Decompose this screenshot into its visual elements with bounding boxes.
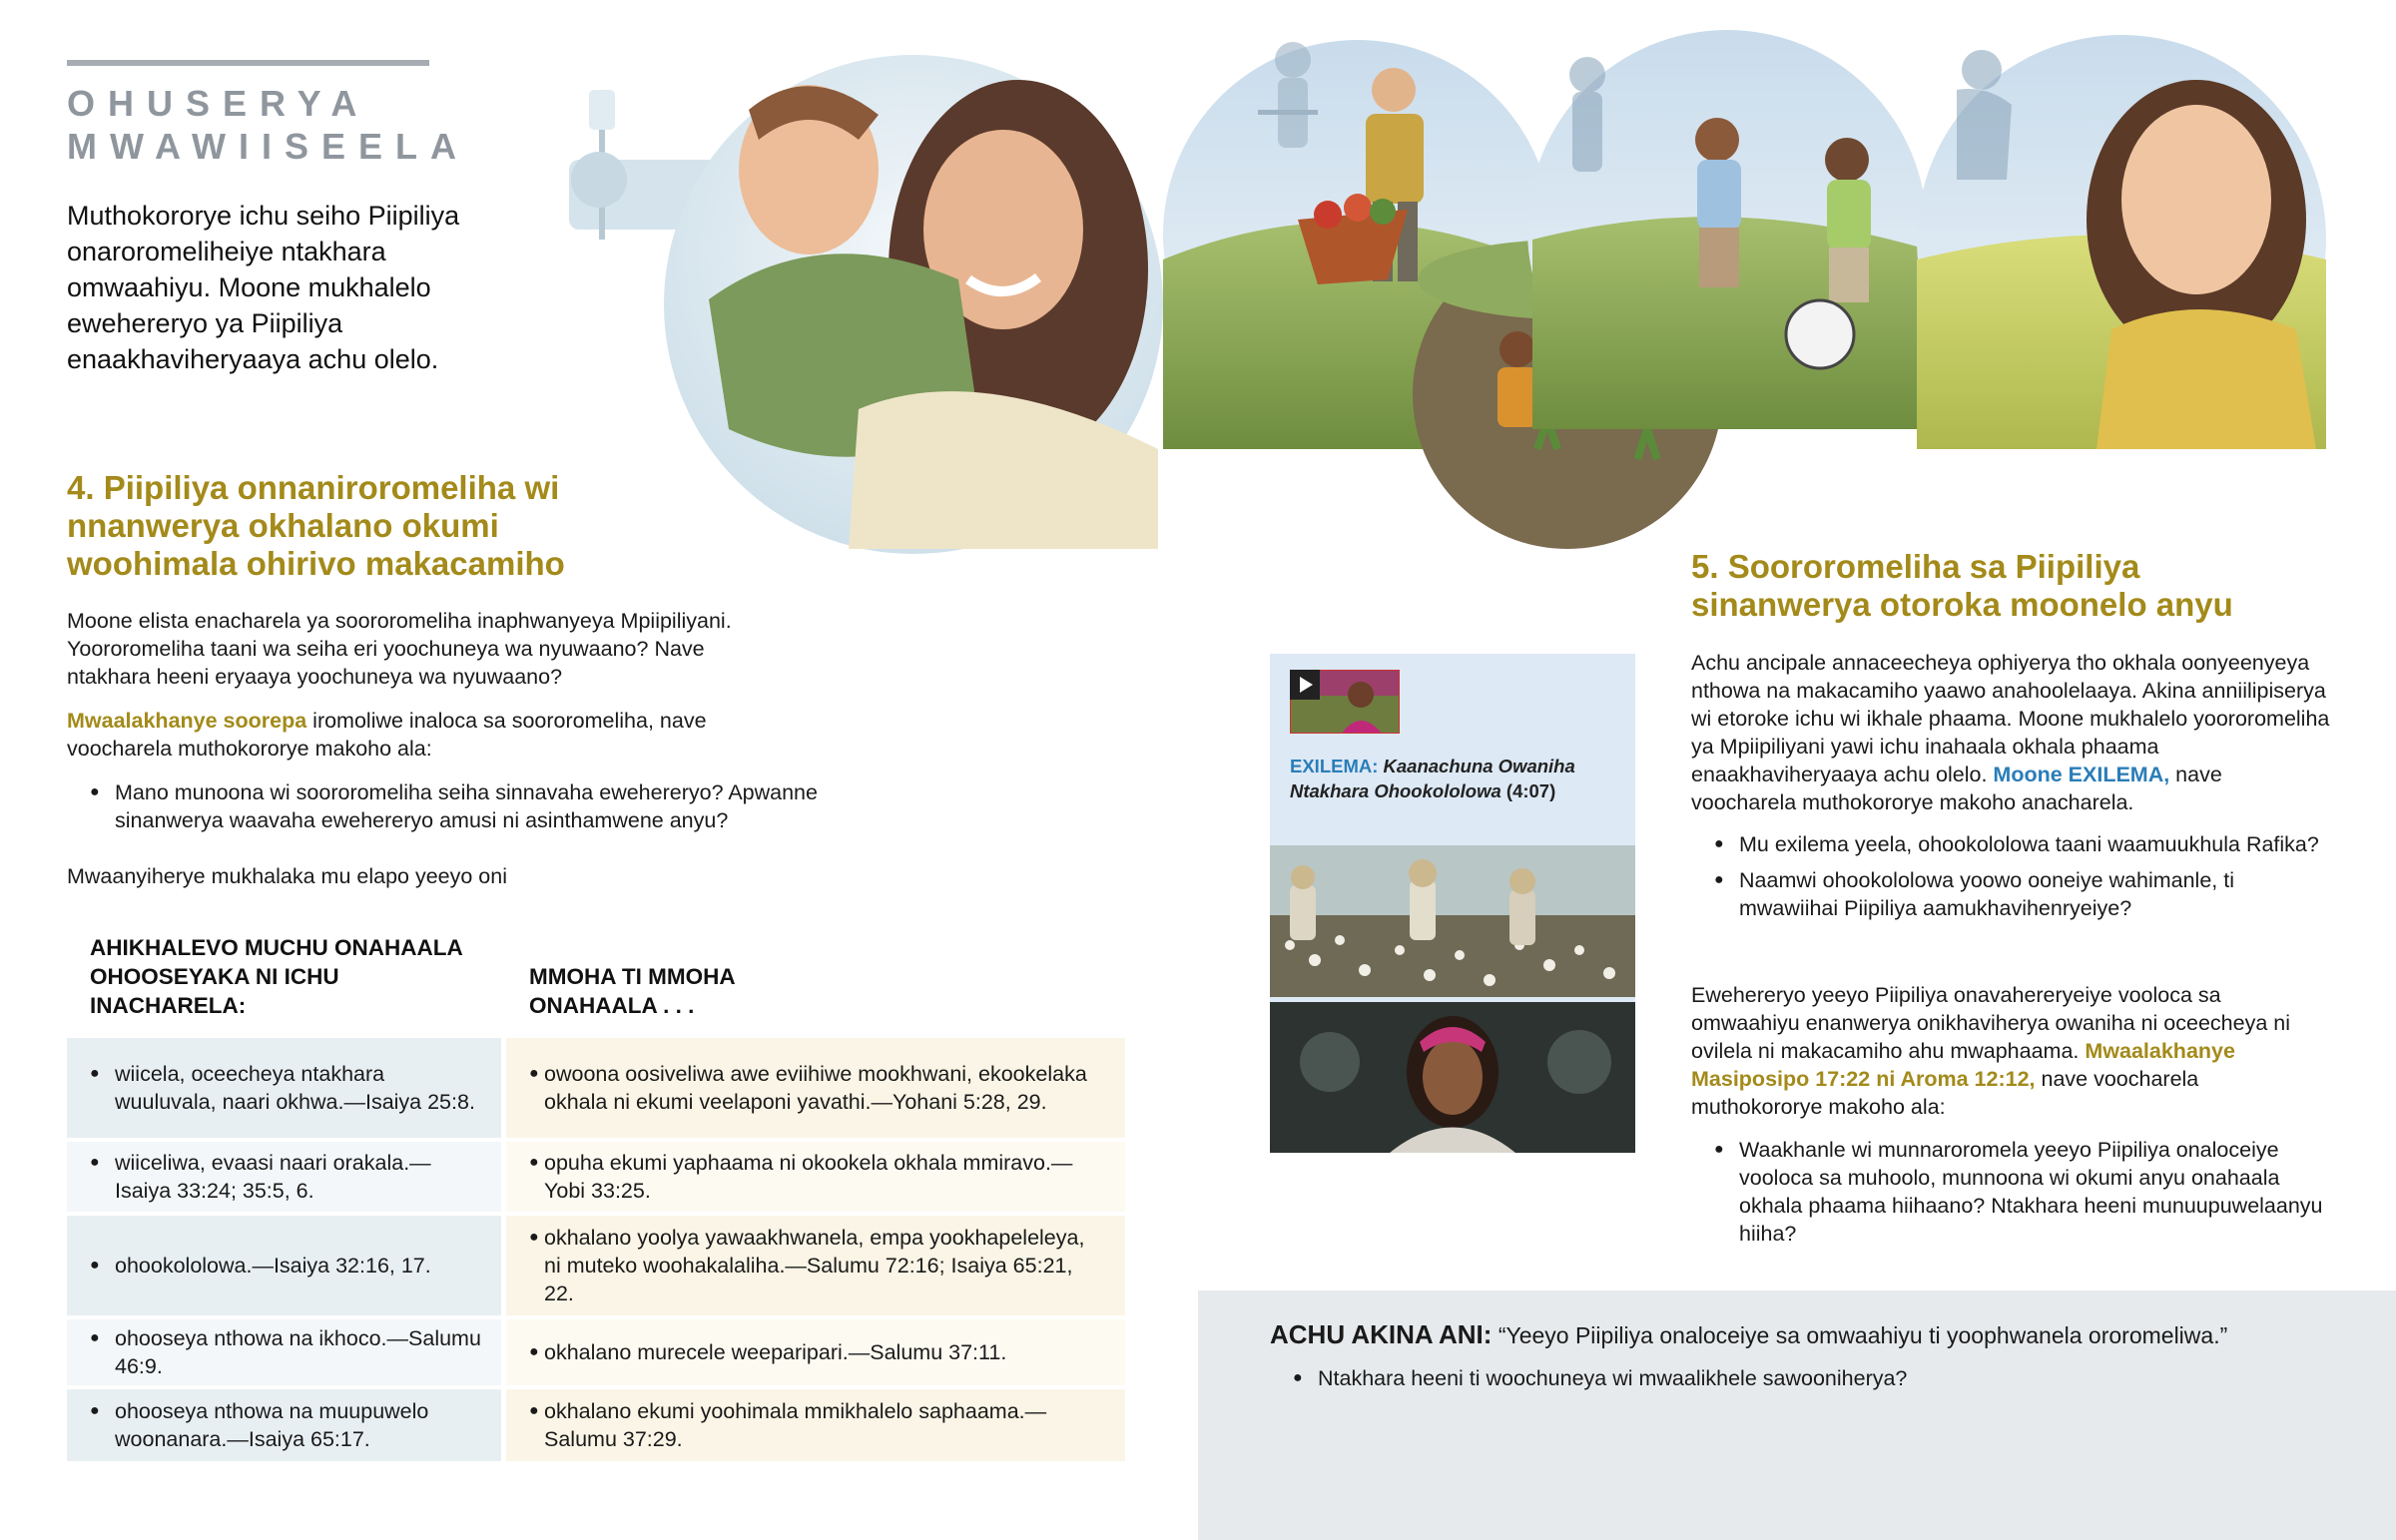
table-row xyxy=(67,1319,1125,1385)
table-cell-right-text: ● okhalano ekumi yoohimala mmikhalelo saphaama.—Salumu 37:29. xyxy=(506,1397,1107,1453)
table-cell-left xyxy=(67,1389,501,1461)
table-cell-right xyxy=(506,1216,1125,1315)
section-5-paragraph-2-text: Ewehereryo yeeyo Piipiliya onavahereryeiye vooloca sa omwaahiyu enanwerya onikhaviherya owaniha ni oceecheya ni ovilela ni makacamiho ahu mwaphaama. xyxy=(1691,983,2290,1063)
video-label: EXILEMA: xyxy=(1290,756,1379,776)
kicker-title xyxy=(67,82,486,168)
section-4-paragraph-2 xyxy=(67,707,786,763)
illustration-banner xyxy=(559,30,2336,559)
intro-paragraph: Muthokororye ichu seiho Piipiliya onaroromeliheiye ntakhara omwaahiyu. Moone mukhalelo ewehereryo ya Piipiliya enaakhaviheryaaya achu olelo. xyxy=(67,201,460,374)
video-box[interactable] xyxy=(1270,654,1635,1153)
table-cell-right-text: ● okhalano yoolya yawaakhwanela, empa yookhapeleleya, ni muteko woohakalaliha.—Salumu 72:16; Isaiya 65:21, 22. xyxy=(506,1224,1107,1307)
footer-quote: “Yeeyo Piipiliya onaloceiye sa omwaahiyu ti yoophwanela ororomeliwa.” xyxy=(1498,1322,2228,1348)
table-row xyxy=(67,1038,1125,1138)
table-cell-left-text: ● ohooseya nthowa na muupuwelo woonanara.—Isaiya 65:17. xyxy=(67,1397,483,1453)
kicker-line-1: OHUSERYA xyxy=(67,83,370,124)
table-cell-right xyxy=(506,1319,1125,1385)
table-cell-left-text: ● wiicela, oceecheya ntakhara wuuluvala, naari okhwa.—Isaiya 25:8. xyxy=(67,1060,483,1116)
section-5-paragraph-1-text: Achu ancipale annaceecheya ophiyerya tho okhala oonyeenyeya nthowa na makacamiho yaawo anahoolelaaya. Akina anniilipiserya wi etoroke ichu wi ikhale phaama. Moone mukhalelo yoororomeliha ya Mpiipiliyani yawi ichu inahaala okhala phaama enaakhaviheryaaya achu olelo. xyxy=(1691,651,2330,786)
scripture-link[interactable]: Mwaalakhanye soorepa xyxy=(67,709,307,733)
section-5-question-list-2 xyxy=(1691,1136,2330,1248)
section-5-paragraph-1-end: nave voocharela muthokororye makoho anacharela. xyxy=(1691,763,2222,814)
kicker-rule xyxy=(67,60,429,66)
section-4-paragraph-1: Moone elista enacharela ya soororomeliha inaphwanyeya Mpiipiliyani. Yoororomeliha taani wa seiha eri yoochuneya wa nyuwaano? Nave ntakhara heeni eryaaya yoochuneya wa nyuwaano? xyxy=(67,609,732,689)
table-cell-left xyxy=(67,1142,501,1212)
section-5-paragraph-2-end: nave voocharela muthokororye makoho ala: xyxy=(1691,1067,2199,1119)
section-4-paragraph-2-text: iromoliwe inaloca sa soororomeliha, nave voocharela muthokororye makoho ala: xyxy=(67,709,707,761)
section-5-paragraph-1 xyxy=(1691,649,2330,816)
video-link[interactable]: Moone EXILEMA, xyxy=(1993,763,2170,786)
table-head-left: AHIKHALEVO MUCHU ONAHAALA OHOOSEYAKA NI ICHU INACHARELA: xyxy=(90,935,462,1018)
section-4-question-list xyxy=(67,778,886,834)
table-row xyxy=(67,1389,1125,1461)
table-cell-left-text: ● ohooseya nthowa na ikhoco.—Salumu 46:9. xyxy=(67,1324,483,1380)
section-4-heading: 4. Piipiliya onnaniroromeliha wi nnanwerya okhalano okumi woohimala ohirivo makacamiho xyxy=(67,469,565,582)
section-5-paragraph-2 xyxy=(1691,981,2330,1121)
video-title: Kaanachuna Owaniha Ntakhara Ohookololowa xyxy=(1290,756,1575,801)
table-head-right: MMOHA TI MMOHA ONAHAALA . . . xyxy=(529,964,735,1018)
footer-label: ACHU AKINA ANI: xyxy=(1270,1319,1493,1349)
kicker-line-2: MWAWIISEELA xyxy=(67,126,469,167)
table-cell-right xyxy=(506,1038,1125,1138)
section-4-paragraph-3: Mwaanyiherye mukhalaka mu elapo yeeyo oni xyxy=(67,864,507,888)
footer-line xyxy=(1270,1319,2368,1350)
table-cell-left-text: ● ohookololowa.—Isaiya 32:16, 17. xyxy=(67,1252,431,1280)
cotton-field-image xyxy=(1270,845,1635,997)
table-cell-right-text: ● opuha ekumi yaphaama ni okookela okhala mmiravo.—Yobi 33:25. xyxy=(506,1149,1107,1205)
table-cell-left xyxy=(67,1319,501,1385)
play-button[interactable] xyxy=(1290,670,1320,700)
footer-question-list xyxy=(1270,1364,2268,1392)
sad-figure-sketch xyxy=(1957,50,2012,180)
table-cell-left xyxy=(67,1216,501,1315)
table-cell-right-text: ● owoona oosiveliwa awe eviihiwe mookhwani, ekookelaka okhala ni ekumi veelaponi yavathi.—Yohani 5:28, 29. xyxy=(506,1060,1107,1116)
table-cell-right xyxy=(506,1142,1125,1212)
table-cell-right xyxy=(506,1389,1125,1461)
table-row xyxy=(67,1142,1125,1212)
section-5-heading: 5. Soororomeliha sa Piipiliya sinanwerya otoroka moonelo anyu xyxy=(1691,548,2233,623)
scripture-link[interactable]: Mwaalakhanye Masiposipo 17:22 ni Aroma 12:12, xyxy=(1691,1039,2235,1091)
section-5-question: ● Naamwi ohookololowa yoowo ooneiye wahimanle, ti mwawiihai Piipiliya aamukhavihenryeiye? xyxy=(1691,866,2330,922)
video-caption[interactable] xyxy=(1290,754,1619,803)
girl-sketch xyxy=(1569,57,1605,172)
section-5-question: ● Mu exilema yeela, ohookololowa taani waamuukhula Rafika? xyxy=(1691,830,2330,858)
footer-question: ● Ntakhara heeni ti woochuneya wi mwaalikhele sawooniherya? xyxy=(1270,1364,2268,1392)
table-cell-left-text: ● wiiceliwa, evaasi naari orakala.—Isaiya 33:24; 35:5, 6. xyxy=(67,1149,483,1205)
smiling-woman-image xyxy=(1270,1002,1635,1153)
section-5-question-list xyxy=(1691,830,2330,922)
section-4-question: ● Mano munoona wi soororomeliha seiha sinnavaha ewehereryo? Apwanne sinanwerya waavaha ewehereryo amusi ni asinthamwene anyu? xyxy=(67,778,886,834)
section-5-question: ● Waakhanle wi munnaroromela yeeyo Piipiliya onaloceiye vooloca sa muhoolo, munnoona wi okumi anyu onahaala okhala phaama hiihaano? Ntakhara heeni munuupuwelaanyu hiiha? xyxy=(1691,1136,2330,1248)
table-cell-right-text: ● okhalano murecele weeparipari.—Salumu 37:11. xyxy=(506,1338,1006,1366)
video-duration: (4:07) xyxy=(1505,780,1556,801)
table-cell-left xyxy=(67,1038,501,1138)
table-row xyxy=(67,1216,1125,1315)
